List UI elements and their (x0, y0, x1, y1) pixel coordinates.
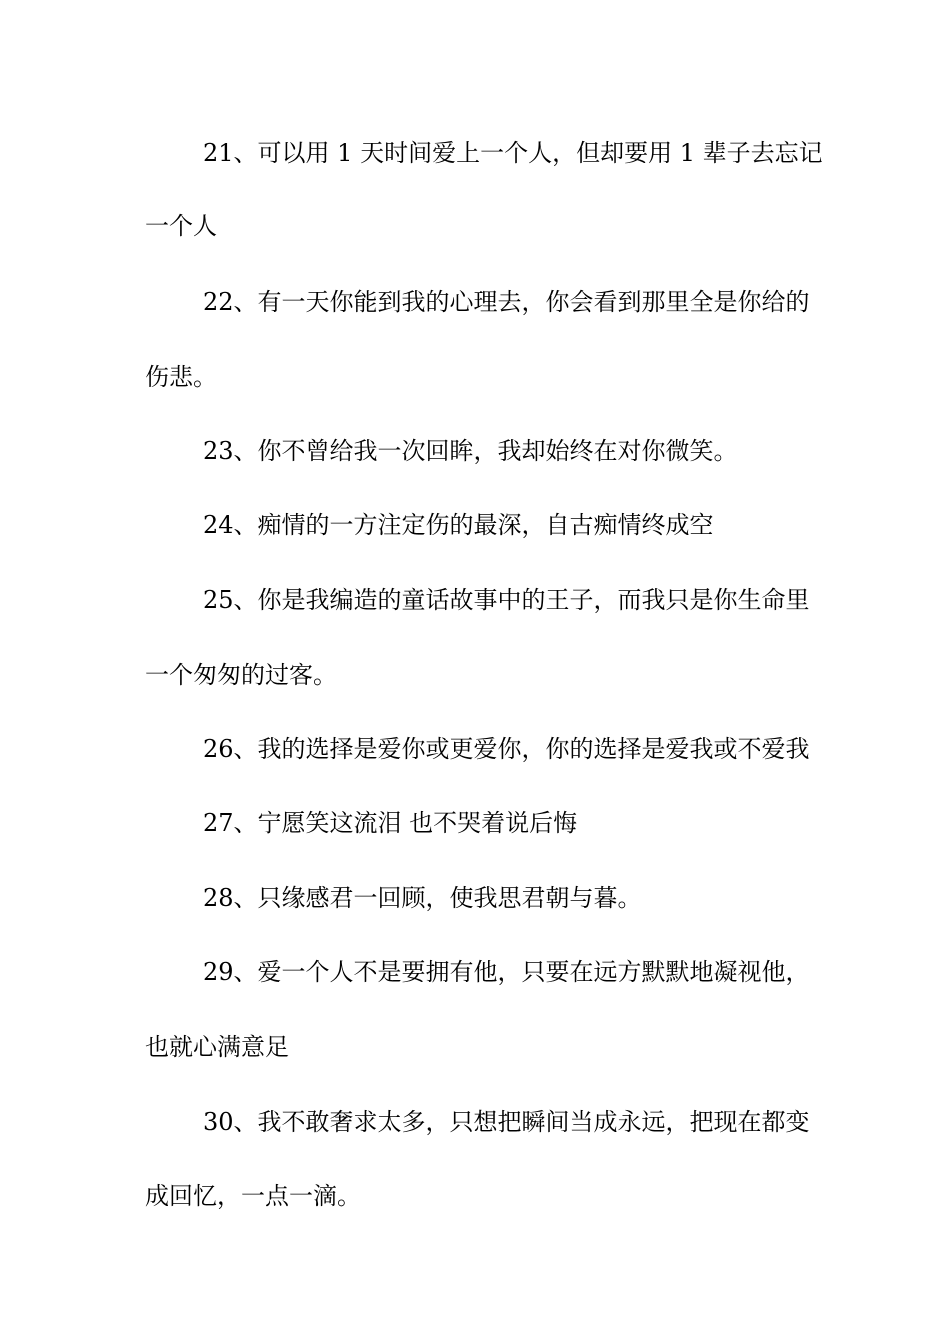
quote-23: 23、你不曾给我一次回眸，我却始终在对你微笑。 (203, 437, 738, 465)
quote-29-line-1: 29、爱一个人不是要拥有他，只要在远方默默地凝视他， (203, 958, 810, 986)
quote-24: 24、痴情的一方注定伤的最深，自古痴情终成空 (203, 511, 714, 539)
quote-22-line-1: 22、有一天你能到我的心理去，你会看到那里全是你给的 (203, 288, 810, 316)
quote-25-line-1: 25、你是我编造的童话故事中的王子，而我只是你生命里 (203, 586, 810, 614)
quote-30-line-1: 30、我不敢奢求太多，只想把瞬间当成永远，把现在都变 (203, 1108, 810, 1136)
quote-22-line-2: 伤悲。 (145, 363, 217, 391)
quote-28: 28、只缘感君一回顾，使我思君朝与暮。 (203, 884, 642, 912)
quote-30-line-2: 成回忆，一点一滴。 (145, 1182, 361, 1210)
quote-21-line-2: 一个人 (145, 212, 217, 240)
quote-27: 27、宁愿笑这流泪 也不哭着说后悔 (203, 809, 578, 837)
quote-25-line-2: 一个匆匆的过客。 (145, 661, 337, 689)
quote-29-line-2: 也就心满意足 (145, 1033, 289, 1061)
quote-26: 26、我的选择是爱你或更爱你，你的选择是爱我或不爱我 (203, 735, 810, 763)
quote-21-line-1: 21、可以用 1 天时间爱上一个人，但却要用 1 辈子去忘记 (203, 139, 823, 167)
